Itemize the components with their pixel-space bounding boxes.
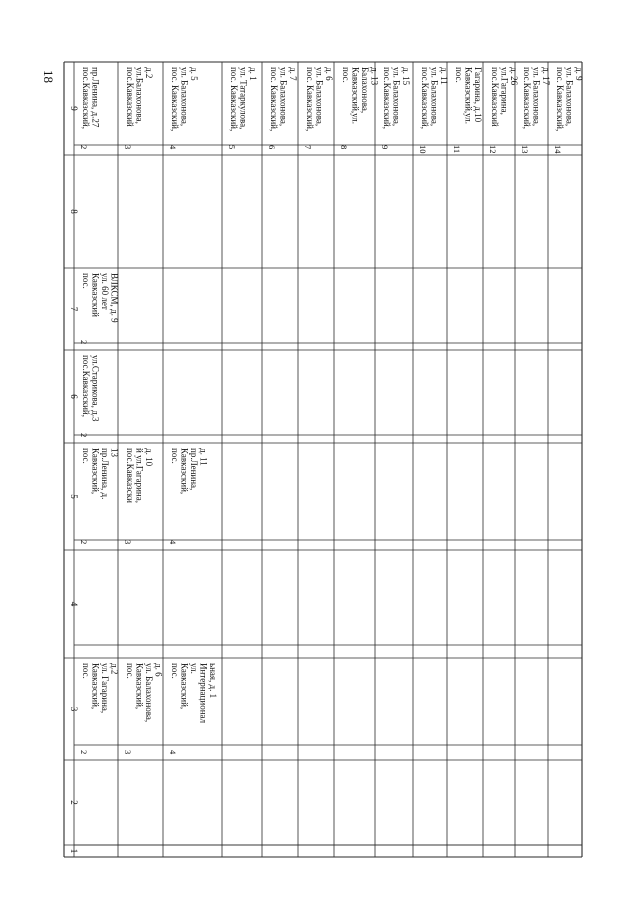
cell-number: 11: [452, 145, 462, 154]
column-header: 4: [69, 601, 79, 607]
col9-address-line: ул. Балахонова,: [278, 67, 289, 127]
col5-address-line: Кавказский,: [90, 448, 101, 495]
col9-address-line: д. 15: [401, 67, 411, 86]
column-header: 6: [69, 394, 79, 399]
col5-address-line: Кавказский,: [179, 448, 190, 495]
cell-number: 3: [123, 145, 133, 150]
col7-address-line: Кавказский: [90, 273, 101, 317]
col9-address-line: д. 7: [288, 67, 298, 81]
cell-number: 5: [227, 145, 237, 150]
cell-number: 3: [123, 540, 133, 545]
col9-address-line: Кавказский,ул.: [350, 67, 361, 125]
col9-address-line: д. 13: [369, 67, 380, 86]
cell-number: 6: [267, 145, 277, 150]
cell-number: 2: [79, 750, 89, 755]
col3-address-line: Кавказский,: [90, 663, 101, 710]
col9-address-line: пос.Кавказский,: [522, 67, 532, 129]
column-header: 8: [69, 209, 79, 214]
col3-address-line: д.2: [109, 663, 120, 675]
column-header: 9: [69, 106, 79, 111]
col9-address-line: пос. Кавказский,: [555, 67, 565, 132]
cell-number: 7: [303, 145, 313, 150]
col5-address-line: 13: [109, 448, 120, 457]
col3-address-line: пос.: [170, 663, 180, 679]
cell-number: 2: [79, 340, 89, 345]
col3-address-line: пос.: [81, 663, 91, 679]
col5-address-line: д. 10: [144, 448, 154, 467]
cell-number: 2: [79, 540, 89, 545]
col9-address-line: д.2: [144, 67, 154, 79]
col9-address-line: ул. Татаркулова,: [238, 67, 249, 130]
col5-address-line: пр.Ленина,: [189, 448, 199, 491]
col6-address-line: пос.Кавказский,: [81, 355, 91, 417]
col9-address-line: пос. Кавказский,: [305, 67, 315, 132]
col3-address-line: д. 6: [153, 663, 164, 677]
cell-number: 12: [488, 145, 498, 154]
cell-number: 9: [380, 145, 390, 150]
col9-address-line: д. 9: [574, 67, 584, 81]
cell-number: 8: [339, 145, 349, 150]
col3-address-line: ул. Балахонова,: [144, 663, 154, 723]
col3-address-line: Кавказский,: [134, 663, 145, 710]
col9-address-line: ул. Балахонова,: [179, 67, 190, 127]
col3-address-line: ул.: [189, 663, 199, 674]
col9-address-line: пр.Ленина, д.27: [90, 67, 101, 128]
cell-number: 14: [553, 145, 563, 154]
col9-address-line: ул. Балахонова,: [391, 67, 402, 127]
col9-address-line: ул. Балахонова,: [429, 67, 440, 127]
col5-address-line: пос.: [170, 448, 180, 464]
col3-address-line: Интернационал: [198, 663, 209, 724]
col7-address-line: пос.: [81, 273, 91, 289]
col9-address-line: ул.Гагарина,: [499, 67, 510, 115]
cell-number: 13: [520, 145, 530, 154]
col7-address-line: ул. 60 лет: [100, 273, 110, 310]
cell-number: 3: [123, 750, 133, 755]
col5-address-line: й ул.Гагарина,: [134, 448, 145, 503]
col3-address-line: ьная, д. 1: [208, 663, 218, 699]
col9-address-line: пос.Кавказский,: [81, 67, 91, 129]
col9-address-line: пос. Кавказский,: [229, 67, 239, 132]
cell-number: 4: [168, 750, 178, 755]
cell-number: 2: [79, 433, 89, 438]
cell-number: 10: [418, 145, 428, 154]
col3-address-line: ул. Гагарина,: [100, 663, 110, 714]
col9-address-line: пос. Кавказский,: [269, 67, 279, 132]
col9-address-line: пос. Кавказский,: [170, 67, 180, 132]
column-header: 3: [69, 706, 79, 712]
cell-number: 4: [168, 145, 178, 150]
page-number: 18: [41, 70, 56, 83]
col9-address-line: пос.: [341, 67, 351, 83]
col9-address-line: д. 26: [509, 67, 519, 86]
col9-address-line: пос.Кавказский: [490, 67, 500, 127]
col9-address-line: пос.Кавказский,: [420, 67, 430, 129]
col3-address-line: пос.: [125, 663, 135, 679]
col6-address-line: ул.Старикова, д.3: [90, 355, 101, 422]
column-header: 5: [69, 494, 79, 499]
col7-address-line: ВЛКСМ, д. 9: [109, 273, 120, 323]
col9-address-line: д. 17: [541, 67, 551, 86]
col5-address-line: пос.: [81, 448, 91, 464]
col5-address-line: д. 11: [198, 448, 209, 466]
cell-number: 2: [79, 145, 89, 150]
col9-address-line: д. 1: [248, 67, 258, 81]
col9-address-line: ул. Балахонова,: [314, 67, 325, 127]
cell-number: 4: [168, 540, 178, 545]
column-header: 7: [69, 306, 79, 312]
col9-address-line: ул.Балахонова,: [134, 67, 145, 124]
col9-address-line: ул. Балахонова,: [531, 67, 542, 127]
col9-address-line: пос.Кавказский: [125, 67, 135, 127]
col9-address-line: пос.Кавказский,: [382, 67, 392, 129]
column-header: 2: [69, 800, 79, 805]
col9-address-line: д. 5: [189, 67, 199, 81]
col5-address-line: пос.Кавказски: [125, 448, 135, 503]
col3-address-line: Кавказский,: [179, 663, 190, 710]
col9-address-line: Гагарина, д.10: [473, 67, 483, 123]
column-header: 1: [69, 848, 79, 854]
col9-address-line: д. 11: [439, 67, 449, 85]
col5-address-line: пр.Ленина, д.: [100, 448, 110, 500]
col9-address-line: ул. Балахонова,: [564, 67, 575, 127]
col9-address-line: пос.: [454, 67, 464, 83]
col9-address-line: Балахонова,: [360, 67, 370, 114]
col9-address-line: д. 6: [324, 67, 334, 81]
col9-address-line: Кавказский,ул.: [463, 67, 474, 125]
